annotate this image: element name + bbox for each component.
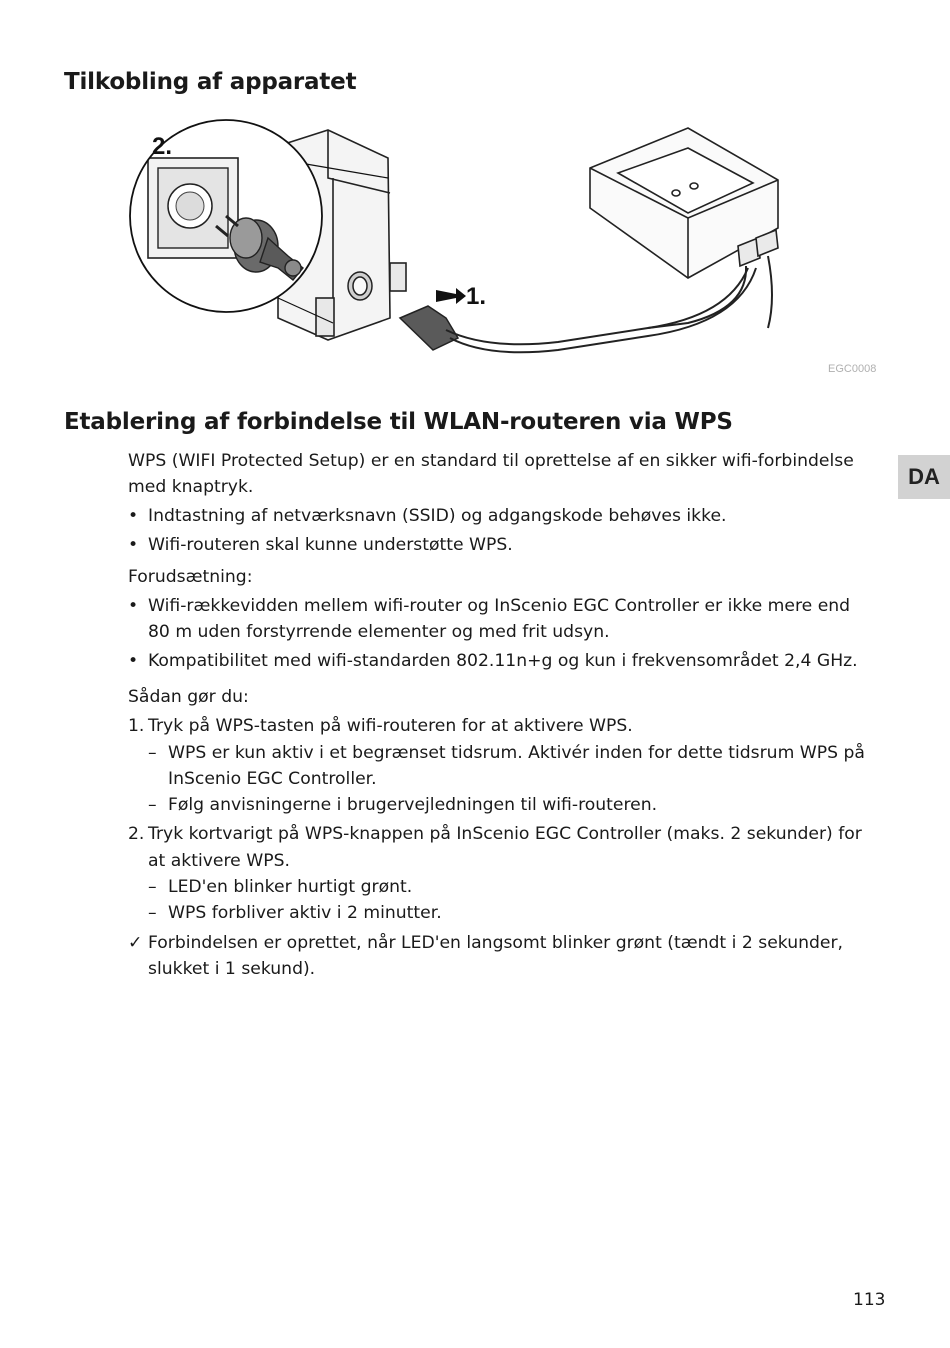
step-number: 2. bbox=[128, 824, 145, 844]
howto-label: Sådan gør du: bbox=[128, 687, 249, 707]
step-text: Tryk på WPS-tasten på wifi-routeren for at aktivere WPS. bbox=[148, 716, 633, 736]
dash-marker: – bbox=[148, 877, 157, 897]
section-title-wps: Etablering af forbindelse til WLAN-routeren via WPS bbox=[64, 409, 733, 435]
figure-code: EGC0008 bbox=[828, 363, 877, 375]
router-device-icon bbox=[590, 128, 778, 328]
bullet-marker: • bbox=[128, 535, 139, 555]
checkmark-icon: ✓ bbox=[128, 933, 143, 953]
page-number: 113 bbox=[853, 1290, 886, 1310]
step-text-cont: at aktivere WPS. bbox=[148, 851, 290, 871]
list-item-cont: 80 m uden forstyrrende elementer og med frit udsyn. bbox=[148, 622, 610, 642]
bullet-marker: • bbox=[128, 651, 139, 671]
list-item: Wifi-rækkevidden mellem wifi-router og InScenio EGC Controller er ikke mere end bbox=[148, 596, 851, 616]
list-item: Indtastning af netværksnavn (SSID) og adgangskode behøves ikke. bbox=[148, 506, 727, 526]
sub-item: LED'en blinker hurtigt grønt. bbox=[168, 877, 413, 897]
result-text-cont: slukket i 1 sekund). bbox=[148, 959, 316, 979]
connection-illustration bbox=[128, 118, 788, 366]
intro-line: WPS (WIFI Protected Setup) er en standard til oprettelse af en sikker wifi-forbindelse bbox=[128, 451, 854, 471]
insert-arrow-icon bbox=[436, 288, 466, 304]
cable-connector-icon bbox=[348, 268, 756, 352]
list-item: Wifi-routeren skal kunne understøtte WPS. bbox=[148, 535, 513, 555]
step-number: 1. bbox=[128, 716, 145, 736]
list-item: Kompatibilitet med wifi-standarden 802.11n+g og kun i frekvensområdet 2,4 GHz. bbox=[148, 651, 858, 671]
bullet-marker: • bbox=[128, 506, 139, 526]
prereq-label: Forudsætning: bbox=[128, 567, 253, 587]
sub-item: WPS er kun aktiv i et begrænset tidsrum. Aktivér inden for dette tidsrum WPS på bbox=[168, 743, 865, 763]
wps-body bbox=[128, 448, 880, 988]
language-tab: DA bbox=[898, 455, 950, 499]
sub-item-cont: InScenio EGC Controller. bbox=[168, 769, 377, 789]
step2-label: 2. bbox=[152, 133, 173, 160]
sub-item: Følg anvisningerne i brugervejledningen til wifi-routeren. bbox=[168, 795, 658, 815]
dash-marker: – bbox=[148, 795, 157, 815]
result-text: Forbindelsen er oprettet, når LED'en langsomt blinker grønt (tændt i 2 sekunder, bbox=[148, 933, 844, 953]
step1-label: 1. bbox=[466, 283, 487, 310]
sub-item: WPS forbliver aktiv i 2 minutter. bbox=[168, 903, 442, 923]
section-title-connect: Tilkobling af apparatet bbox=[64, 69, 357, 95]
step-text: Tryk kortvarigt på WPS-knappen på InScenio EGC Controller (maks. 2 sekunder) for bbox=[148, 824, 862, 844]
dash-marker: – bbox=[148, 903, 157, 923]
intro-line: med knaptryk. bbox=[128, 477, 254, 497]
dash-marker: – bbox=[148, 743, 157, 763]
bullet-marker: • bbox=[128, 596, 139, 616]
